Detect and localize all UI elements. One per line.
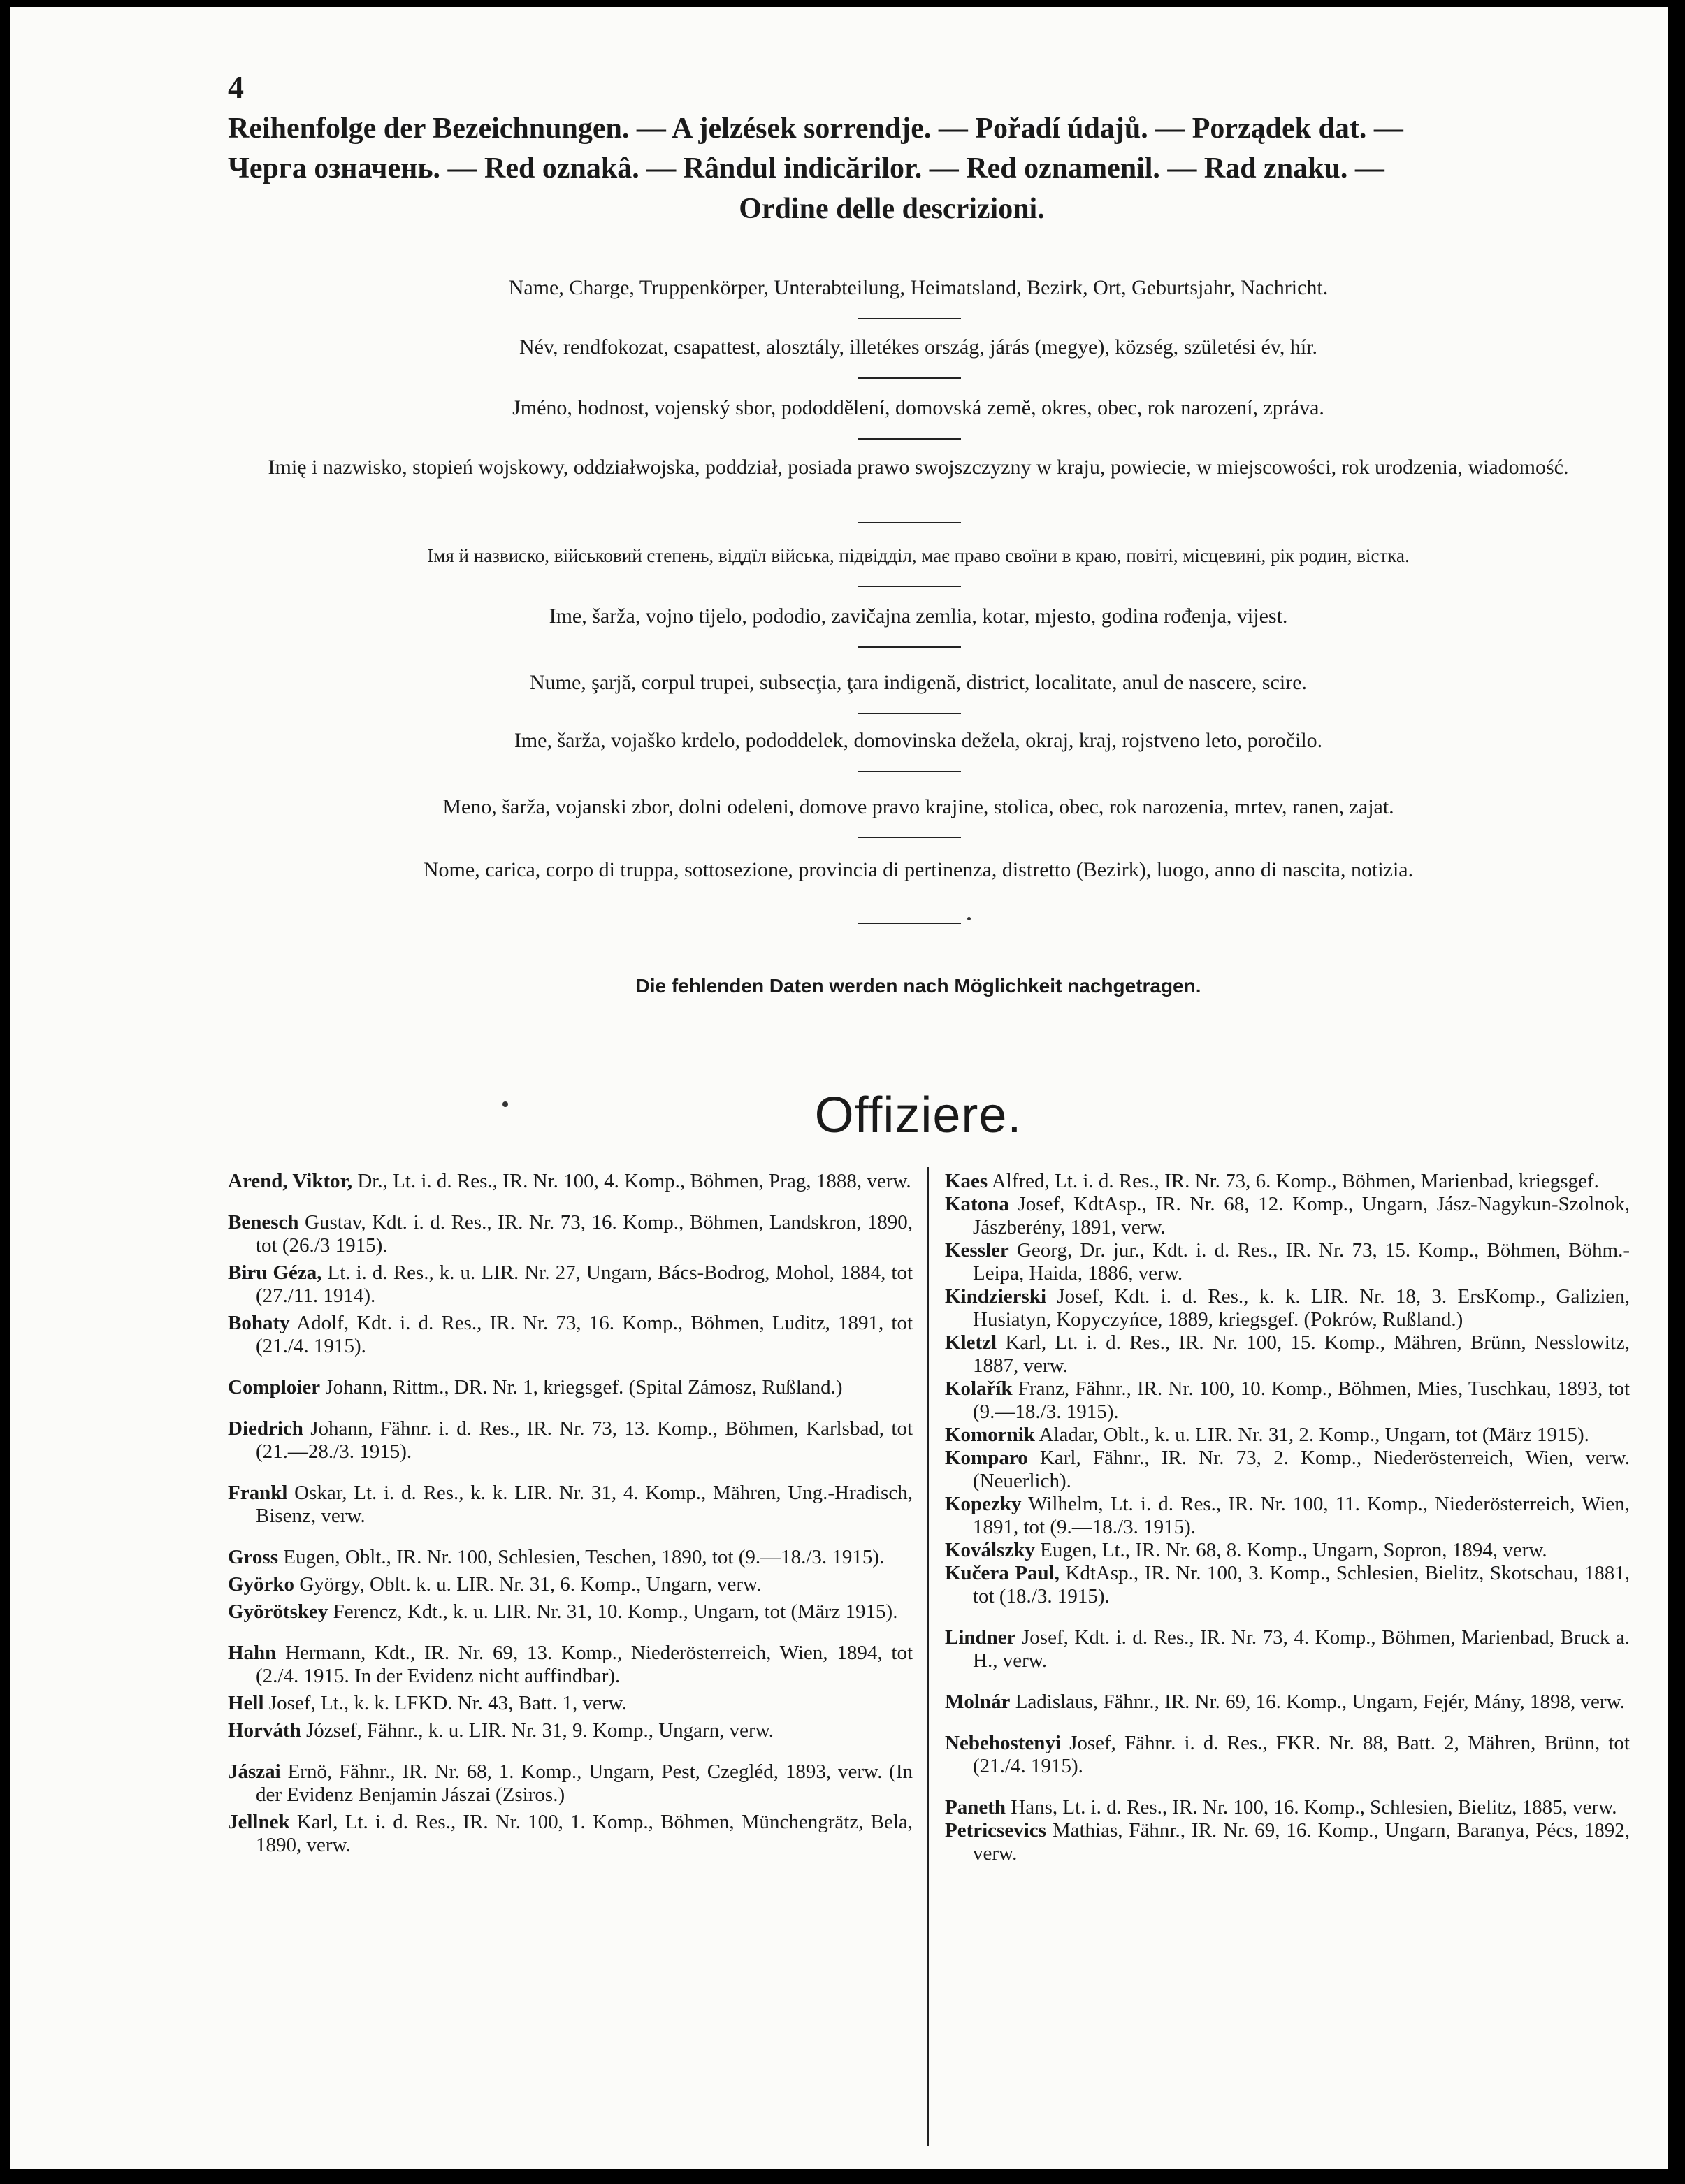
officer-details: Eugen, Lt., IR. Nr. 68, 8. Komp., Ungarn, Sopron, 1894, verw.: [1034, 1539, 1547, 1561]
officer-details: Ferencz, Kdt., k. u. LIR. Nr. 31, 10. Komp., Ungarn, tot (März 1915).: [328, 1600, 898, 1623]
divider: [858, 837, 961, 838]
officer-name: Kopezky: [945, 1493, 1022, 1515]
officer-name: Komparo: [945, 1447, 1028, 1469]
officer-name: Györötskey: [228, 1600, 328, 1623]
officer-name: Petricsevics: [945, 1819, 1046, 1842]
list-item: [228, 1482, 913, 1528]
officer-name: Gross: [228, 1546, 278, 1568]
officer-details: Josef, Lt., k. k. LFKD. Nr. 43, Batt. 1, verw.: [263, 1692, 627, 1714]
officer-name: Molnár: [945, 1691, 1011, 1713]
page-number: 4: [228, 69, 244, 105]
column-order-romanian: Nume, şarjă, corpul trupei, subsecţia, ţara indigenă, district, localitate, anul de nascere, scire.: [529, 671, 1308, 694]
officer-name: Komornik: [945, 1424, 1035, 1446]
column-order-slovenian: Ime, šarža, vojaško krdelo, pododdelek, domovinska dežela, okraj, kraj, rojstveno leto, poročilo.: [514, 729, 1323, 752]
missing-data-notice: Die fehlenden Daten werden nach Möglichkeit nachgetragen.: [635, 975, 1201, 997]
list-item: [945, 1424, 1630, 1447]
list-item: [228, 1261, 913, 1308]
list-item: [228, 1312, 913, 1358]
officer-details: Josef, Kdt. i. d. Res., IR. Nr. 73, 4. Komp., Böhmen, Marienbad, Bruck a. H., verw.: [973, 1626, 1630, 1672]
divider: [858, 438, 961, 440]
column-order-german: Name, Charge, Truppenkörper, Unterabteilung, Heimatsland, Bezirk, Ort, Geburtsjahr, Nachricht.: [508, 276, 1329, 299]
officer-name: Frankl: [228, 1482, 288, 1504]
list-item: [228, 1811, 913, 1857]
officer-name: Nebehostenyi: [945, 1732, 1061, 1754]
list-item: [228, 1719, 913, 1742]
column-divider: [927, 1167, 929, 2146]
list-item: [228, 1642, 913, 1688]
divider: [858, 646, 961, 648]
officer-details: Alfred, Lt. i. d. Res., IR. Nr. 73, 6. Komp., Böhmen, Marienbad, kriegsgef.: [988, 1170, 1599, 1192]
officer-name: Györko: [228, 1573, 295, 1596]
divider: [858, 713, 961, 714]
header-line-2: Черга означень. — Red oznakâ. — Rândul indicărilor. — Red oznamenil. — Rad znaku. —: [228, 152, 1384, 185]
list-item: [228, 1692, 913, 1715]
officer-name: Horváth: [228, 1719, 301, 1742]
officer-details: Johann, Rittm., DR. Nr. 1, kriegsgef. (Spital Zámosz, Rußland.): [320, 1376, 843, 1398]
list-item: [945, 1796, 1630, 1819]
list-item: [228, 1546, 913, 1569]
list-item: [945, 1626, 1630, 1672]
list-item: [228, 1600, 913, 1623]
officer-name: Kessler: [945, 1239, 1009, 1261]
officer-details: Hermann, Kdt., IR. Nr. 69, 13. Komp., Niederösterreich, Wien, 1894, tot (2./4. 1915. In der Evidenz nicht auffindbar).: [256, 1642, 913, 1687]
officer-name: Biru Géza,: [228, 1261, 322, 1284]
list-item: [945, 1193, 1630, 1239]
list-item: [228, 1170, 913, 1193]
officer-details: Georg, Dr. jur., Kdt. i. d. Res., IR. Nr. 73, 15. Komp., Böhmen, Böhm.-Leipa, Haida, 1886, verw.: [973, 1239, 1630, 1285]
officer-name: Hell: [228, 1692, 264, 1714]
officer-name: Kletzl: [945, 1331, 997, 1354]
column-order-hungarian: Név, rendfokozat, csapattest, alosztály, illetékes ország, járás (megye), község, születési év, hír.: [519, 335, 1318, 359]
list-item: [228, 1573, 913, 1596]
officer-name: Bohaty: [228, 1312, 290, 1334]
list-item: [945, 1239, 1630, 1285]
list-item: [228, 1760, 913, 1807]
officer-name: Kučera Paul,: [945, 1562, 1060, 1584]
column-order-czech: Jméno, hodnost, vojenský sbor, pododdělení, domovská země, okres, obec, rok narození, zpráva.: [512, 396, 1324, 419]
list-item: [228, 1211, 913, 1257]
officer-name: Paneth: [945, 1796, 1006, 1818]
list-item: [945, 1377, 1630, 1424]
officer-details: Johann, Fähnr. i. d. Res., IR. Nr. 73, 13. Komp., Böhmen, Karlsbad, tot (21.—28./3. 1915).: [256, 1417, 913, 1463]
officer-details: Mathias, Fähnr., IR. Nr. 69, 16. Komp., Ungarn, Baranya, Pécs, 1892, verw.: [973, 1819, 1630, 1865]
officer-details: József, Fähnr., k. u. LIR. Nr. 31, 9. Komp., Ungarn, verw.: [301, 1719, 774, 1742]
header-line-1: Reihenfolge der Bezeichnungen. — A jelzések sorrendje. — Pořadí údajů. — Porządek dat. —: [228, 113, 1403, 145]
officer-name: Jellnek: [228, 1811, 290, 1833]
officer-details: Karl, Fähnr., IR. Nr. 73, 2. Komp., Niederösterreich, Wien, verw. (Neuerlich).: [973, 1447, 1630, 1492]
officer-name: Benesch: [228, 1211, 299, 1234]
officer-details: Gustav, Kdt. i. d. Res., IR. Nr. 73, 16. Komp., Böhmen, Landskron, 1890, tot (26./3 1915).: [256, 1211, 913, 1257]
list-item: [945, 1285, 1630, 1331]
list-item: [228, 1417, 913, 1463]
officer-details: KdtAsp., IR. Nr. 100, 3. Komp., Schlesien, Bielitz, Skotschau, 1881, tot (18./3. 1915).: [973, 1562, 1630, 1607]
officer-name: Koválszky: [945, 1539, 1035, 1561]
officer-name: Kindzierski: [945, 1285, 1047, 1308]
list-item: [945, 1732, 1630, 1778]
officer-details: Wilhelm, Lt. i. d. Res., IR. Nr. 100, 11. Komp., Niederösterreich, Wien, 1891, tot (9.—18./3. 1915).: [973, 1493, 1630, 1538]
officer-name: Lindner: [945, 1626, 1016, 1649]
officer-details: Karl, Lt. i. d. Res., IR. Nr. 100, 1. Komp., Böhmen, Münchengrätz, Bela, 1890, verw.: [256, 1811, 913, 1856]
list-item: [945, 1562, 1630, 1608]
column-order-polish: Imię i nazwisko, stopień wojskowy, oddziałwojska, poddział, posiada prawo swojszczyzny w kraju, powiecie, w miejscowości, rok urodzenia, wiadomość.: [268, 456, 1569, 479]
officer-name: Jászai: [228, 1760, 281, 1783]
print-speck: [967, 917, 971, 920]
officer-name: Kolařík: [945, 1377, 1013, 1400]
officer-name: Katona: [945, 1193, 1009, 1215]
divider: [858, 771, 961, 772]
list-item: [945, 1819, 1630, 1865]
list-item: [945, 1493, 1630, 1539]
officer-details: Lt. i. d. Res., k. u. LIR. Nr. 27, Ungarn, Bács-Bodrog, Mohol, 1884, tot (27./11. 1914).: [256, 1261, 913, 1307]
list-item: [945, 1170, 1630, 1193]
officer-details: Franz, Fähnr., IR. Nr. 100, 10. Komp., Böhmen, Mies, Tuschkau, 1893, tot (9.—18./3. 1915).: [973, 1377, 1630, 1423]
header-line-3: Ordine delle descrizioni.: [739, 193, 1045, 225]
column-order-italian: Nome, carica, corpo di truppa, sottosezione, provincia di pertinenza, distretto (Bezirk), luogo, anno di nascita, notizia.: [423, 858, 1414, 881]
officer-details: Oskar, Lt. i. d. Res., k. k. LIR. Nr. 31, 4. Komp., Mähren, Ung.-Hradisch, Bisenz, verw.: [256, 1482, 913, 1527]
list-item: [945, 1447, 1630, 1493]
list-item: [945, 1331, 1630, 1377]
divider: [858, 318, 961, 319]
officer-details: Josef, Kdt. i. d. Res., k. k. LIR. Nr. 18, 3. ErsKomp., Galizien, Husiatyn, Kopyczyńce, 1889, kriegsgef. (Pokrów, Rußland.): [973, 1285, 1630, 1331]
divider: [858, 522, 961, 523]
list-item: [945, 1691, 1630, 1714]
officer-name: Hahn: [228, 1642, 277, 1664]
document-page: [10, 7, 1668, 2169]
officer-details: Hans, Lt. i. d. Res., IR. Nr. 100, 16. Komp., Schlesien, Bielitz, 1885, verw.: [1006, 1796, 1617, 1818]
officer-list-left: [228, 1170, 913, 1857]
divider: [858, 923, 961, 924]
officer-details: Josef, KdtAsp., IR. Nr. 68, 12. Komp., Ungarn, Jász-Nagykun-Szolnok, Jászberény, 1891, verw.: [973, 1193, 1630, 1238]
officer-name: Arend, Viktor,: [228, 1170, 353, 1192]
officer-name: Kaes: [945, 1170, 988, 1192]
officer-details: Adolf, Kdt. i. d. Res., IR. Nr. 73, 16. Komp., Böhmen, Luditz, 1891, tot (21./4. 1915).: [256, 1312, 913, 1357]
column-order-slovak: Meno, šarža, vojanski zbor, dolni odeleni, domove pravo krajine, stolica, obec, rok narozenia, mrtev, ranen, zajat.: [442, 795, 1394, 818]
list-item: [228, 1376, 913, 1399]
officer-details: Karl, Lt. i. d. Res., IR. Nr. 100, 15. Komp., Mähren, Brünn, Nesslowitz, 1887, verw.: [973, 1331, 1630, 1377]
officer-name: Diedrich: [228, 1417, 303, 1440]
column-order-croatian: Ime, šarža, vojno tijelo, pododio, zavičajna zemlia, kotar, mjesto, godina rođenja, vijest.: [549, 605, 1288, 628]
officer-details: Josef, Fähnr. i. d. Res., FKR. Nr. 88, Batt. 2, Mähren, Brünn, tot (21./4. 1915).: [973, 1732, 1630, 1777]
print-speck: [502, 1101, 508, 1107]
officer-details: Aladar, Oblt., k. u. LIR. Nr. 31, 2. Komp., Ungarn, tot (März 1915).: [1034, 1424, 1589, 1446]
divider: [858, 586, 961, 587]
section-title: Offiziere.: [814, 1087, 1022, 1143]
officer-list-right: [945, 1170, 1630, 1865]
officer-details: Ladislaus, Fähnr., IR. Nr. 69, 16. Komp., Ungarn, Fejér, Mány, 1898, verw.: [1010, 1691, 1625, 1713]
list-item: [945, 1539, 1630, 1562]
column-order-ruthenian: Імя й назвиско, військовий степень, віддїл війська, підвідділ, має право своїни в краю, повіті, місцевині, рік родин, вістка.: [427, 545, 1410, 566]
officer-details: Eugen, Oblt., IR. Nr. 100, Schlesien, Teschen, 1890, tot (9.—18./3. 1915).: [277, 1546, 885, 1568]
officer-details: Ernö, Fähnr., IR. Nr. 68, 1. Komp., Ungarn, Pest, Czegléd, 1893, verw. (In der Evidenz Benjamin Jászai (Zsiros.): [256, 1760, 913, 1806]
officer-details: Dr., Lt. i. d. Res., IR. Nr. 100, 4. Komp., Böhmen, Prag, 1888, verw.: [352, 1170, 911, 1192]
officer-name: Comploier: [228, 1376, 321, 1398]
divider: [858, 377, 961, 379]
officer-details: György, Oblt. k. u. LIR. Nr. 31, 6. Komp., Ungarn, verw.: [294, 1573, 762, 1596]
